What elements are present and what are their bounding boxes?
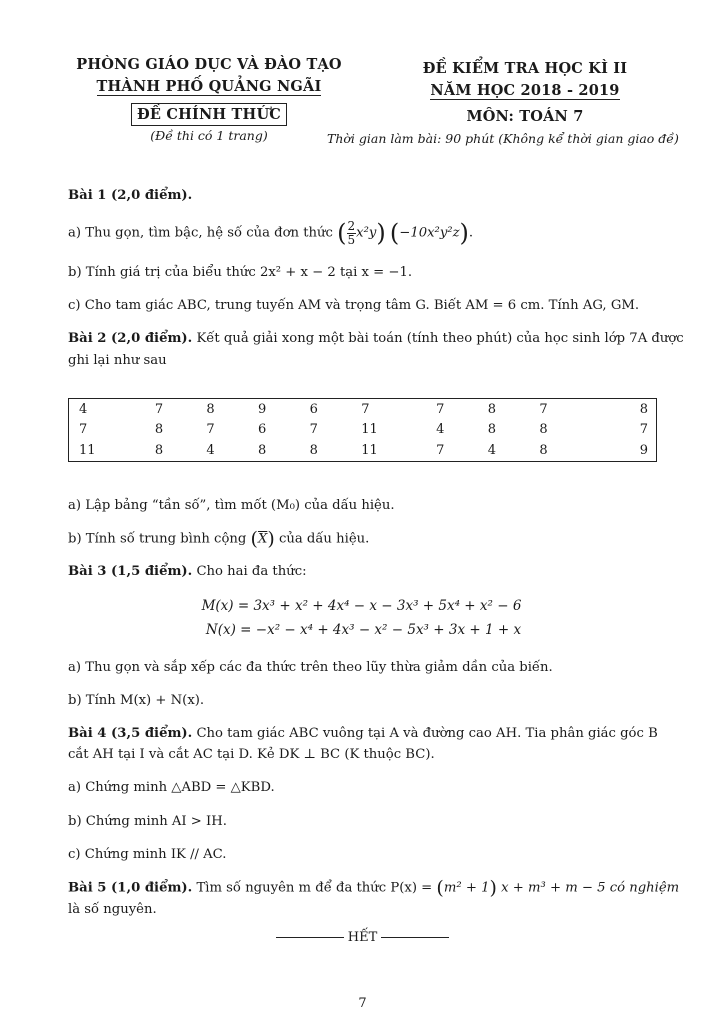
bai5-intro-cont: là số nguyên. [68, 902, 157, 917]
table-cell: 8 [206, 401, 215, 417]
pages-note: (Đề thi có 1 trang) [150, 128, 268, 143]
bai3-a: a) Thu gọn và sắp xếp các đa thức trên theo lũy thừa giảm dần của biến. [68, 660, 553, 675]
table-cell: 4 [79, 401, 88, 417]
bai2-intro-cont: ghi lại như sau [68, 353, 167, 368]
table-cell: 11 [361, 442, 378, 458]
table-cell: 6 [258, 422, 267, 438]
bai2-intro: Bài 2 (2,0 điểm). Kết quả giải xong một bài toán (tính theo phút) của học sinh lớp 7A được [68, 331, 684, 346]
department-name: PHÒNG GIÁO DỤC VÀ ĐÀO TẠO [76, 56, 342, 73]
table-cell: 4 [487, 442, 496, 458]
table-cell: 8 [639, 401, 648, 417]
time-note: Thời gian làm bài: 90 phút (Không kể thời gian giao đề) [327, 131, 679, 146]
table-cell: 6 [309, 401, 318, 417]
table-cell: 7 [539, 401, 548, 417]
table-cell: 7 [309, 422, 318, 438]
table-row [69, 399, 657, 420]
bai2-b: b) Tính số trung bình cộng $(\overline{X})$ của dấu hiệu. [68, 528, 370, 550]
end-rule-left [276, 937, 344, 938]
table-cell: 7 [639, 422, 648, 438]
polynomial-m: M(x) = 3x³ + x² + 4x⁴ − x − 3x³ + 5x⁴ + x² − 6 [201, 598, 522, 614]
bai4-intro: Bài 4 (3,5 điểm). Cho tam giác ABC vuông tại A và đường cao AH. Tia phân giác góc B [68, 726, 658, 741]
school-year: NĂM HỌC 2018 - 2019 [430, 82, 620, 99]
bai2-a: a) Lập bảng “tần số”, tìm mốt (M₀) của dấu hiệu. [68, 498, 395, 513]
table-cell: 8 [258, 442, 267, 458]
data-table [68, 398, 657, 462]
table-cell: 8 [487, 401, 496, 417]
header-right [360, 58, 690, 128]
polynomial-n: N(x) = −x² − x⁴ + 4x³ − x² − 5x³ + 3x + 1 + x [205, 622, 522, 638]
bai4-intro-cont: cắt AH tại I và cắt AC tại D. Kẻ DK ⊥ BC (K thuộc BC). [68, 747, 435, 762]
bai3-b: b) Tính M(x) + N(x). [68, 693, 205, 708]
table-cell: 8 [539, 442, 548, 458]
table-cell: 7 [206, 422, 215, 438]
bai4-b: b) Chứng minh AI > IH. [68, 814, 227, 829]
bai3-intro: Bài 3 (1,5 điểm). Cho hai đa thức: [68, 564, 307, 579]
table-cell: 9 [258, 401, 267, 417]
bai1-c: c) Cho tam giác ABC, trung tuyến AM và trọng tâm G. Biết AM = 6 cm. Tính AG, GM. [68, 298, 640, 313]
table-cell: 8 [539, 422, 548, 438]
table-cell: 7 [436, 442, 445, 458]
bai1-b: b) Tính giá trị của biểu thức 2x² + x − 2 tại x = −1. [68, 265, 413, 280]
table-cell: 11 [79, 442, 96, 458]
subject-label: MÔN: TOÁN 7 [466, 108, 584, 125]
table-cell: 8 [309, 442, 318, 458]
city-name: THÀNH PHỐ QUẢNG NGÃI [96, 78, 322, 95]
table-cell: 4 [436, 422, 445, 438]
end-marker: HẾT [0, 930, 725, 945]
table-row [69, 440, 657, 461]
table-cell: 9 [639, 442, 648, 458]
table-cell: 8 [487, 422, 496, 438]
bai1-a: a) Thu gọn, tìm bậc, hệ số của đơn thức ( $\frac{2}{5}$ x²y) (−10x²y²z). [68, 218, 474, 247]
table-cell: 4 [206, 442, 215, 458]
bai5-intro: Bài 5 (1,0 điểm). Tìm số nguyên m để đa thức P(x) = (m² + 1) x + m³ + m − 5 có nghiệm [68, 877, 680, 899]
header-left [55, 54, 363, 143]
official-badge: ĐỀ CHÍNH THỨC [131, 103, 287, 126]
exam-title: ĐỀ KIỂM TRA HỌC KÌ II [422, 60, 628, 77]
end-rule-right [381, 937, 449, 938]
table-cell: 8 [154, 442, 164, 458]
table-row [69, 420, 657, 441]
table-cell: 8 [154, 422, 164, 438]
bai4-c: c) Chứng minh IK // AC. [68, 847, 227, 862]
page-number: 7 [358, 996, 367, 1011]
bai1-title: Bài 1 (2,0 điểm). [68, 188, 193, 203]
table-cell: 7 [436, 401, 445, 417]
table-cell: 11 [361, 422, 378, 438]
table-cell: 7 [361, 401, 370, 417]
bai4-a: a) Chứng minh △ABD = △KBD. [68, 780, 275, 795]
table-cell: 7 [154, 401, 164, 417]
table-cell: 7 [79, 422, 88, 438]
fraction: $\frac{2}{5}$ [347, 218, 356, 247]
